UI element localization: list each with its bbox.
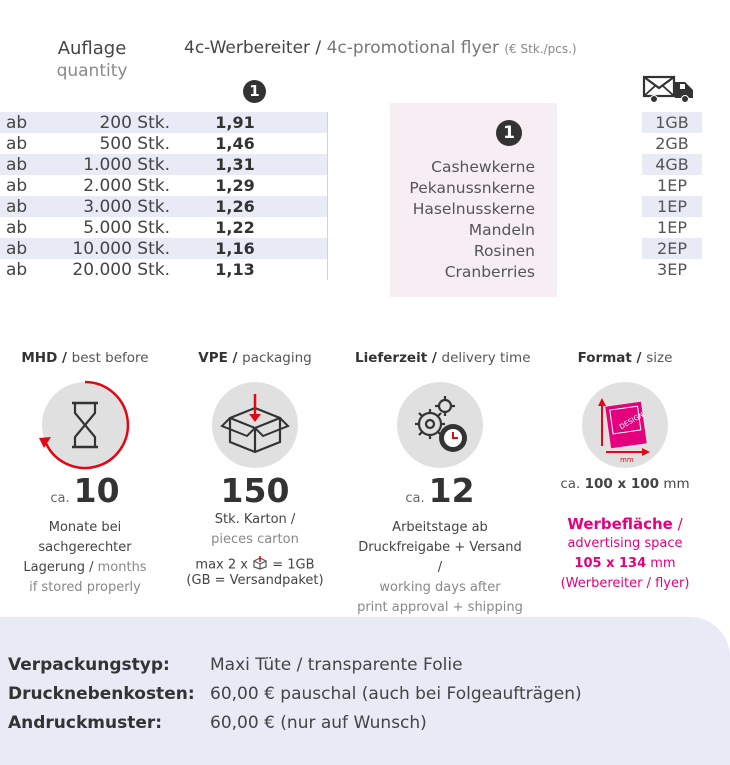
mail-truck-icon <box>642 74 696 108</box>
desc-line: Lagerung / months <box>23 560 147 575</box>
title-separator: / <box>310 38 327 58</box>
shipping-code: 1EP <box>657 176 687 195</box>
detail-label: Verpackungstyp: <box>8 655 170 675</box>
number-one-badge: 1 <box>496 120 522 146</box>
desc-line <box>540 554 710 574</box>
quantity-cell: 3.000 Stk. <box>83 196 170 217</box>
format-section <box>540 350 710 594</box>
table-row <box>0 133 328 154</box>
gears-clock-icon <box>397 382 483 468</box>
number-one-badge: 1 <box>243 80 266 103</box>
ab-label: ab <box>6 175 28 196</box>
quantity-cell: 20.000 Stk. <box>72 259 170 280</box>
detail-row <box>8 655 463 675</box>
price-cell: 1,29 <box>215 176 255 195</box>
quantity-header-en: quantity <box>56 61 128 81</box>
title-en: size <box>646 350 673 366</box>
desc-line: Arbeitstage ab <box>392 520 488 535</box>
table-row <box>0 259 328 280</box>
packaging-description <box>170 510 340 588</box>
approx-label: ca. <box>405 491 425 506</box>
price-cell: 1,26 <box>215 197 255 216</box>
ingredient-item: Haselnusskerne <box>412 200 535 218</box>
detail-value: 60,00 € (nur auf Wunsch) <box>210 713 427 733</box>
detail-label: Drucknebenkosten: <box>8 684 195 704</box>
advertising-space-description <box>540 514 710 594</box>
size-unit: mm <box>663 476 690 492</box>
table-row <box>0 154 328 175</box>
shipping-code: 2GB <box>655 134 689 153</box>
desc-line: print approval + shipping <box>357 600 523 615</box>
shipping-code: 3EP <box>657 260 687 279</box>
quantity-cell: 200 Stk. <box>99 112 170 133</box>
ad-title: Werbefläche <box>567 515 673 533</box>
best-before-description <box>0 518 170 598</box>
shipping-code: 1EP <box>642 196 702 217</box>
price-cell: 1,91 <box>215 113 255 132</box>
best-before-section <box>0 350 170 598</box>
quantity-header <box>32 38 152 81</box>
details-panel <box>0 617 730 765</box>
desc-part: max 2 x <box>195 557 248 573</box>
shipping-code: 2EP <box>642 238 702 259</box>
detail-row <box>8 684 582 704</box>
desc-line: Druckfreigabe + Versand / <box>358 540 522 575</box>
ab-label: ab <box>6 112 28 133</box>
title-en: delivery time <box>441 350 531 366</box>
table-row <box>0 196 328 217</box>
desc-part: = 1GB <box>272 557 315 573</box>
ab-label: ab <box>6 196 28 217</box>
table-row <box>0 112 328 133</box>
quantity-cell: 10.000 Stk. <box>72 238 170 259</box>
desc-line: if stored properly <box>29 580 141 595</box>
days-number: 12 <box>428 471 475 510</box>
title-de: Lieferzeit <box>355 350 428 366</box>
quantity-header-de: Auflage <box>57 38 127 59</box>
ab-label: ab <box>6 133 28 154</box>
product-title-de: 4c-Werbereiter <box>184 38 311 58</box>
shipping-code: 1GB <box>642 112 702 133</box>
title-de: Format <box>577 350 632 366</box>
ab-label: ab <box>6 259 28 280</box>
shipping-codes <box>642 112 702 280</box>
desc-line: pieces carton <box>211 532 299 547</box>
delivery-value <box>355 472 525 518</box>
title-en: packaging <box>242 350 312 366</box>
ingredient-item: Cranberries <box>444 263 535 281</box>
table-row <box>0 175 328 196</box>
price-unit: (€ Stk./pcs.) <box>504 42 577 56</box>
ab-label: ab <box>6 217 28 238</box>
delivery-time-section <box>355 350 531 618</box>
detail-row <box>8 713 427 733</box>
ingredient-item: Cashewkerne <box>431 158 535 176</box>
months-number: 10 <box>73 471 120 510</box>
ingredient-item: Pekanussnkerne <box>409 179 535 197</box>
best-before-value <box>0 472 170 518</box>
desc-line: Monate bei <box>48 520 122 535</box>
quantity-cell: 1.000 Stk. <box>83 154 170 175</box>
packaging-section <box>170 350 340 588</box>
ab-label: ab <box>6 238 28 259</box>
ingredients-list <box>409 157 535 283</box>
ab-label: ab <box>6 154 28 175</box>
box-icon <box>212 382 298 468</box>
section-title: MHD / best before <box>21 350 149 366</box>
price-cell: 1,13 <box>215 260 255 279</box>
ad-size: 105 x 134 <box>574 556 647 571</box>
ingredient-item: Mandeln <box>468 221 535 239</box>
title-de: VPE <box>198 350 228 366</box>
quantity-cell: 5.000 Stk. <box>83 217 170 238</box>
section-title: Format / size <box>577 350 673 366</box>
hourglass-icon <box>42 382 128 468</box>
approx-label: ca. <box>50 491 70 506</box>
price-cell: 1,31 <box>215 155 255 174</box>
size-value: 100 x 100 <box>584 476 660 492</box>
approx-label: ca. <box>560 476 581 492</box>
table-row <box>0 238 328 259</box>
table-row <box>0 217 328 238</box>
desc-line: advertising space <box>567 536 683 551</box>
desc-en: months <box>97 560 147 575</box>
ingredients-box <box>390 103 557 297</box>
ingredient-item: Rosinen <box>473 242 535 260</box>
desc-de: Lagerung <box>23 560 85 575</box>
price-table <box>0 112 328 280</box>
delivery-description <box>355 518 525 618</box>
small-box-icon <box>252 556 268 574</box>
quantity-cell: 500 Stk. <box>99 133 170 154</box>
shipping-code: 1EP <box>657 218 687 237</box>
price-cell: 1,46 <box>215 134 255 153</box>
detail-value: 60,00 € pauschal (auch bei Folgeaufträgen) <box>210 684 582 704</box>
title-de: MHD <box>21 350 58 366</box>
desc-line <box>170 556 340 574</box>
price-cell: 1,16 <box>215 239 255 258</box>
product-header <box>184 38 577 58</box>
format-size-value <box>540 474 710 494</box>
desc-line: (Werbereiter / flyer) <box>560 576 690 591</box>
shipping-code: 4GB <box>642 154 702 175</box>
detail-label: Andruckmuster: <box>8 713 163 733</box>
section-title: VPE / packaging <box>198 350 312 366</box>
desc-line: Stk. Karton / <box>214 512 296 527</box>
title-en: best before <box>71 350 149 366</box>
format-size-icon <box>582 382 668 468</box>
desc-line: working days after <box>379 580 501 595</box>
ad-unit: mm <box>650 556 676 571</box>
detail-value: Maxi Tüte / transparente Folie <box>210 655 463 675</box>
desc-line: Werbefläche / <box>567 515 683 533</box>
desc-line: sachgerechter <box>38 540 132 555</box>
price-cell: 1,22 <box>215 218 255 237</box>
desc-line: (GB = Versandpaket) <box>186 573 324 588</box>
svg-text:mm: mm <box>620 456 634 464</box>
quantity-cell: 2.000 Stk. <box>83 175 170 196</box>
packaging-value: 150 <box>220 471 290 510</box>
section-title: Lieferzeit / delivery time <box>355 350 531 366</box>
product-title-en: 4c-promotional flyer <box>326 38 499 58</box>
svg-text:DESIGN: DESIGN <box>618 410 646 432</box>
